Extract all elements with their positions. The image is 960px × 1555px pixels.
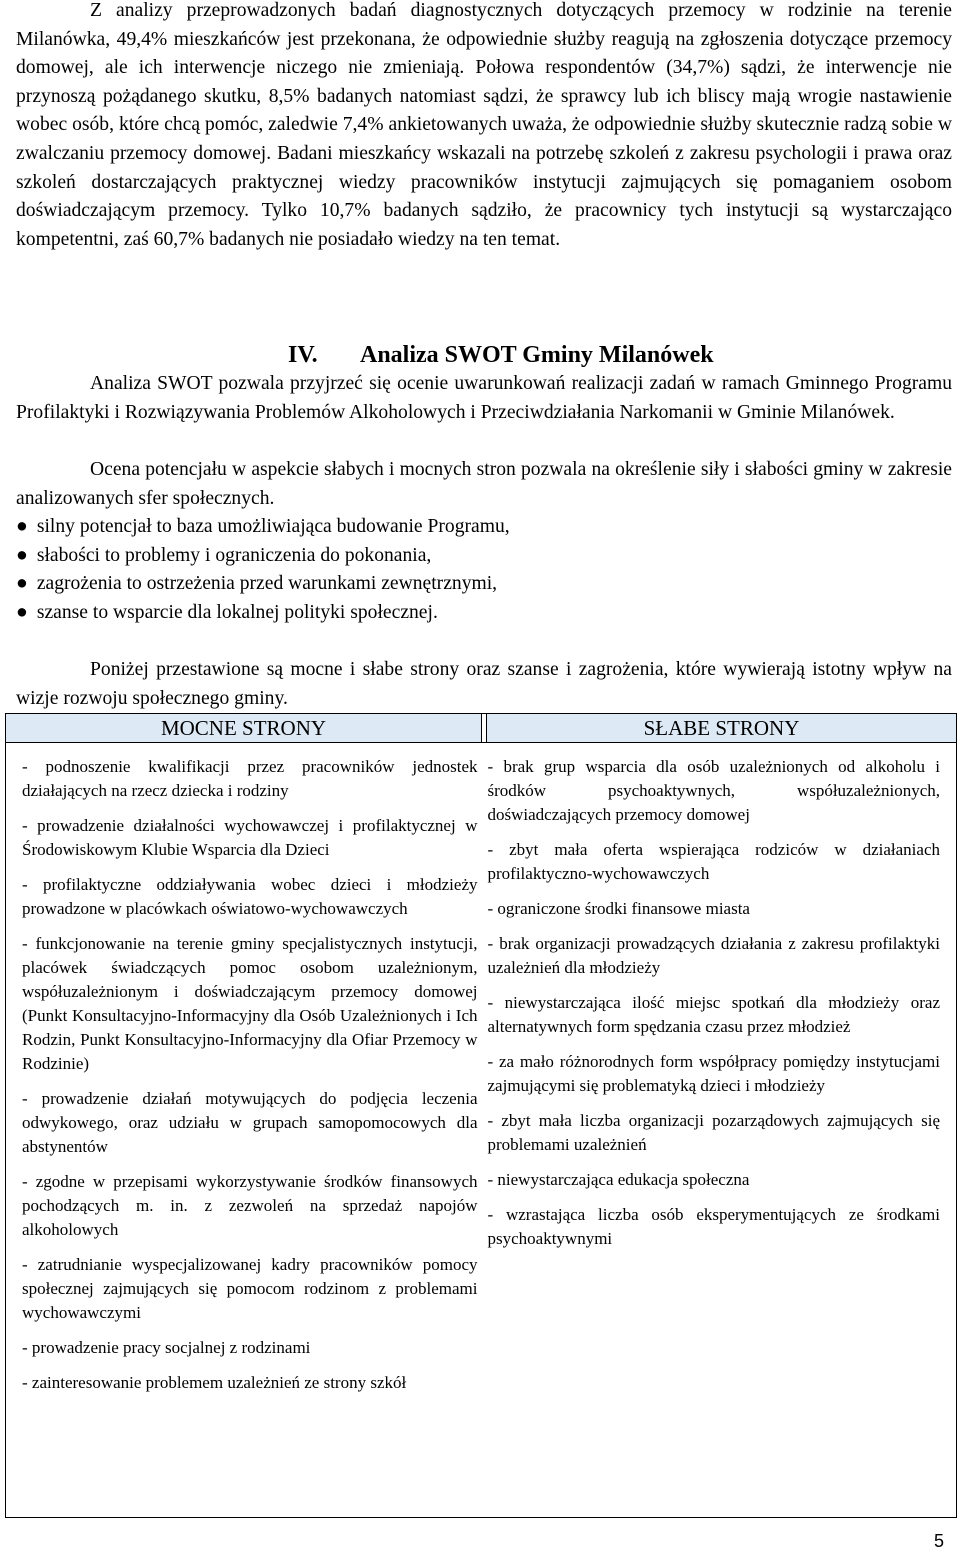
weak-item: - brak grup wsparcia dla osób uzależnionych od alkoholu i środków psychoaktywnych, współuzależnionych, doświadczających przemocy domowej xyxy=(487,757,940,824)
section-heading xyxy=(288,340,714,370)
swot-intro-paragraph: Analiza SWOT pozwala przyjrzeć się ocenie uwarunkowań realizacji zadań w ramach Gminnego Programu Profilaktyki i Rozwiązywania Problemów Alkoholowych i Przeciwdziałania Narkomanii w Gminie Milanówek. xyxy=(16,373,952,423)
list-item: ● szanse to wsparcie dla lokalnej polityki społecznej. xyxy=(16,599,952,628)
weak-item: - za mało różnorodnych form współpracy pomiędzy instytucjami zajmującymi się problematyką dzieci i młodzieży xyxy=(487,1052,940,1095)
weak-item: - zbyt mała oferta wspierająca rodziców w działaniach profilaktyczno-wychowawczych xyxy=(487,840,940,883)
strong-item: - zgodne w przepisami wykorzystywanie środków finansowych pochodzących m. in. z zezwoleń na sprzedaż napojów alkoholowych xyxy=(22,1172,478,1239)
strong-item: - profilaktyczne oddziaływania wobec dzieci i młodzieży prowadzone w placówkach oświatowo-wychowawczych xyxy=(22,875,478,918)
list-item: ● zagrożenia to ostrzeżenia przed warunkami zewnętrznymi, xyxy=(16,570,952,599)
section-title: Analiza SWOT Gminy Milanówek xyxy=(360,342,714,368)
section-number: IV. xyxy=(288,342,318,368)
weak-item: - niewystarczająca ilość miejsc spotkań dla młodzieży oraz alternatywnych form spędzania czasu przez młodzież xyxy=(487,993,940,1036)
weak-item: - zbyt mała liczba organizacji pozarządowych zajmujących się problemami uzależnień xyxy=(487,1111,940,1154)
page-number: 5 xyxy=(934,1531,945,1551)
weak-item: - ograniczone środki finansowe miasta xyxy=(487,899,750,918)
strong-item: - zainteresowanie problemem uzależnień ze strony szkół xyxy=(22,1373,407,1392)
assessment-paragraph: Ocena potencjału w aspekcie słabych i mocnych stron pozwala na określenie siły i słabości gminy w zakresie analizowanych sfer społecznych. xyxy=(16,459,952,509)
list-item: ● silny potencjał to baza umożliwiająca budowanie Programu, xyxy=(16,513,952,542)
intro-paragraph: Z analizy przeprowadzonych badań diagnostycznych dotyczących przemocy w rodzinie na terenie Milanówka, 49,4% mieszkańców jest przekonana, że odpowiednie służby reagują na zgłoszenia dotyczące przemocy domowej, ale ich interwencje niczego nie zmieniają. Połowa respondentów (34,7%) sądzi, że interwencje nie przynoszą pożądanego skutku, 8,5% badanych natomiast sądzi, że sprawcy lub ich bliscy mają wrogie nastawienie wobec osób, które chcą pomóc, zaledwie 7,4% ankietowanych uważa, że odpowiednie służby skutecznie radzą sobie w zwalczaniu przemocy domowej. Badani mieszkańcy wskazali na potrzebę szkoleń z zakresu psychologii i prawa oraz szkoleń dostarczających praktycznej wiedzy pracowników instytucji zajmujących się pomaganiem osobom doświadczającym przemocy. Tylko 10,7% badanych sądziło, że pracownicy tych instytucji są wystarczająco kompetentni, zaś 60,7% badanych nie posiadało wiedzy na ten temat. xyxy=(16,0,952,250)
strong-column xyxy=(6,743,482,1518)
weak-item: - brak organizacji prowadzących działania z zakresu profilaktyki uzależnień dla młodzieży xyxy=(487,934,940,977)
strong-header: MOCNE STRONY xyxy=(6,714,482,743)
below-paragraph: Poniżej przestawione są mocne i słabe strony oraz szanse i zagrożenia, które wywierają istotny wpływ na wizje rozwoju społecznego gminy. xyxy=(16,659,952,709)
weak-column xyxy=(487,743,957,1518)
strong-item: - zatrudnianie wyspecjalizowanej kadry pracowników pomocy społecznej zajmujących się pomocom rodzinom z problemami wychowawczymi xyxy=(22,1255,478,1322)
definition-list xyxy=(16,513,952,627)
swot-table xyxy=(5,713,957,1518)
list-item: ● słabości to problemy i ograniczenia do pokonania, xyxy=(16,542,952,571)
strong-item: - prowadzenie działań motywujących do podjęcia leczenia odwykowego, oraz udziału w grupach samopomocowych dla abstynentów xyxy=(22,1089,478,1156)
weak-item: - wzrastająca liczba osób eksperymentujących ze środkami psychoaktywnymi xyxy=(487,1205,940,1248)
strong-item: - funkcjonowanie na terenie gminy specjalistycznych instytucji, placówek świadczących pomoc osobom uzależnionym, współuzależnionym i doświadczającym przemocy domowej (Punkt Konsultacyjno-Informacyjny dla Osób Uzależnionych i Ich Rodzin, Punkt Konsultacyjno-Informacyjny dla Ofiar Przemocy w Rodzinie) xyxy=(22,934,478,1073)
weak-header: SŁABE STRONY xyxy=(487,714,957,743)
strong-item: - prowadzenie działalności wychowawczej i profilaktycznej w Środowiskowym Klubie Wsparcia dla Dzieci xyxy=(22,816,478,859)
strong-item: - prowadzenie pracy socjalnej z rodzinami xyxy=(22,1338,311,1357)
weak-item: - niewystarczająca edukacja społeczna xyxy=(487,1170,750,1189)
strong-item: - podnoszenie kwalifikacji przez pracowników jednostek działających na rzecz dziecka i rodziny xyxy=(22,757,478,800)
